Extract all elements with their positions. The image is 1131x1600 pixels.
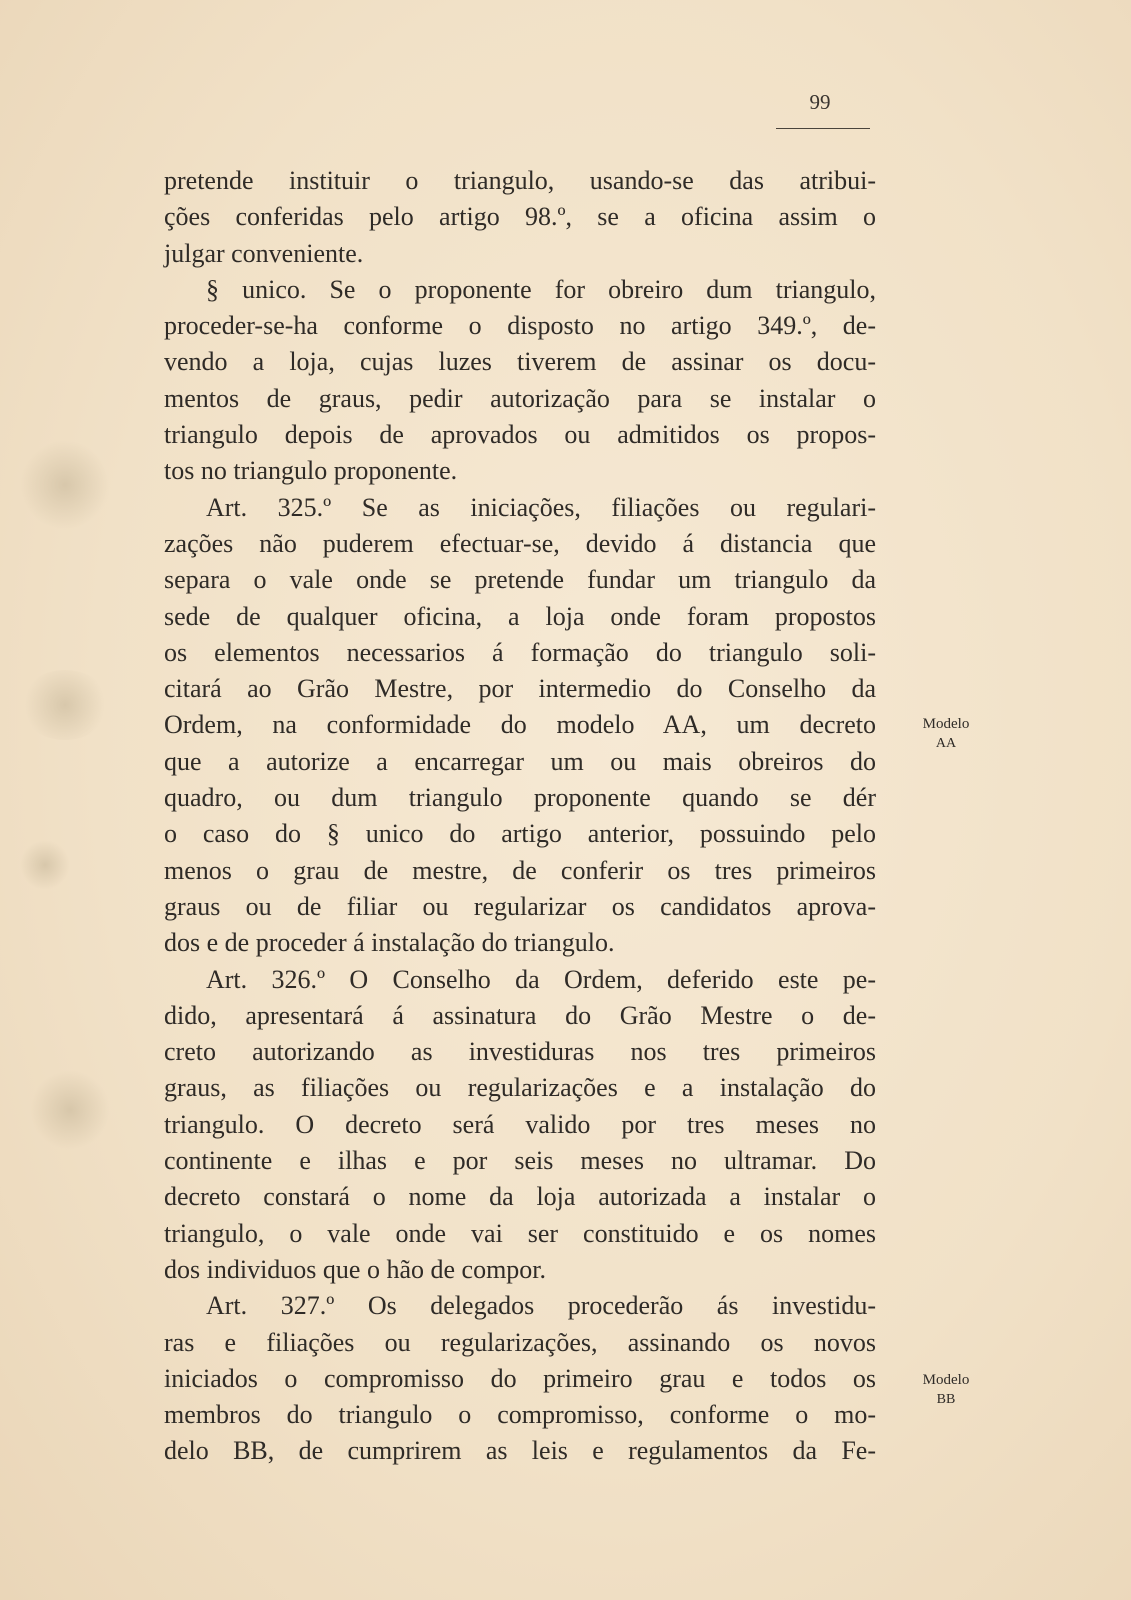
text-line: dos e de proceder á instalação do triangulo. bbox=[164, 928, 615, 958]
text-line: graus, as filiações ou regularizações e a instalação do bbox=[164, 1073, 876, 1103]
text-line: Art. 326.º O Conselho da Ordem, deferido este pe- bbox=[206, 964, 876, 994]
text-line: iniciados o compromisso do primeiro grau e todos os bbox=[164, 1363, 876, 1393]
text-line: creto autorizando as investiduras nos tres primeiros bbox=[164, 1037, 876, 1067]
margin-note-label: Modelo bbox=[922, 1372, 970, 1388]
text-line: que a autorize a encarregar um ou mais obreiros do bbox=[164, 746, 876, 776]
paper-stain bbox=[20, 840, 70, 890]
text-line: pretende instituir o triangulo, usando-se das atribui- bbox=[164, 166, 876, 195]
text-line: zações não puderem efectuar-se, devido á distancia que bbox=[164, 528, 876, 558]
text-line: ções conferidas pelo artigo 98.º, se a oficina assim o bbox=[164, 202, 876, 232]
margin-note-code: BB bbox=[936, 1392, 956, 1407]
text-line: os elementos necessarios á formação do triangulo soli- bbox=[164, 637, 876, 667]
paper-stain bbox=[20, 440, 110, 530]
text-line: dido, apresentará á assinatura do Grão Mestre o de- bbox=[164, 1000, 876, 1030]
margin-note-modelo-bb bbox=[906, 1370, 986, 1410]
page-number: 99 bbox=[809, 90, 831, 114]
text-line: § unico. Se o proponente for obreiro dum triangulo, bbox=[206, 274, 876, 304]
text-line: graus ou de filiar ou regularizar os candidatos aprova- bbox=[164, 891, 876, 921]
margin-note-modelo-aa bbox=[906, 714, 986, 754]
text-line: citará ao Grão Mestre, por intermedio do Conselho da bbox=[164, 674, 876, 704]
text-line: membros do triangulo o compromisso, conforme o mo- bbox=[164, 1400, 876, 1430]
text-line: ras e filiações ou regularizações, assinando os novos bbox=[164, 1327, 876, 1357]
text-line: delo BB, de cumprirem as leis e regulamentos da Fe- bbox=[164, 1436, 876, 1466]
text-line: Art. 327.º Os delegados procederão ás investidu- bbox=[206, 1291, 876, 1321]
body-text bbox=[164, 163, 876, 1470]
paper-stain bbox=[30, 1070, 110, 1150]
text-line: vendo a loja, cujas luzes tiverem de assinar os docu- bbox=[164, 347, 876, 377]
text-line: proceder-se-ha conforme o disposto no artigo 349.º, de- bbox=[164, 311, 876, 341]
text-line: triangulo, o vale onde vai ser constituido e os nomes bbox=[164, 1218, 876, 1248]
text-line: mentos de graus, pedir autorização para se instalar o bbox=[164, 383, 876, 413]
header-rule bbox=[776, 128, 870, 129]
text-line: continente e ilhas e por seis meses no ultramar. Do bbox=[164, 1146, 876, 1176]
text-line: dos individuos que o hão de compor. bbox=[164, 1254, 547, 1284]
margin-note-label: Modelo bbox=[922, 716, 970, 732]
text-line: Art. 325.º Se as iniciações, filiações ou regulari- bbox=[206, 492, 876, 522]
text-line: triangulo depois de aprovados ou admitidos os propos- bbox=[164, 420, 876, 450]
text-line: julgar conveniente. bbox=[164, 238, 364, 268]
text-line: sede de qualquer oficina, a loja onde foram propostos bbox=[164, 601, 876, 631]
text-line: quadro, ou dum triangulo proponente quando se dér bbox=[164, 783, 876, 813]
paper-stain bbox=[20, 670, 110, 740]
text-line: triangulo. O decreto será valido por tres meses no bbox=[164, 1109, 876, 1139]
text-line: menos o grau de mestre, de conferir os tres primeiros bbox=[164, 855, 876, 885]
text-line: decreto constará o nome da loja autorizada a instalar o bbox=[164, 1182, 876, 1212]
text-line: o caso do § unico do artigo anterior, possuindo pelo bbox=[164, 819, 876, 849]
text-line: tos no triangulo proponente. bbox=[164, 456, 458, 486]
text-line: Ordem, na conformidade do modelo AA, um decreto bbox=[164, 710, 876, 740]
text-line: separa o vale onde se pretende fundar um triangulo da bbox=[164, 565, 876, 595]
margin-note-code: AA bbox=[935, 736, 957, 751]
